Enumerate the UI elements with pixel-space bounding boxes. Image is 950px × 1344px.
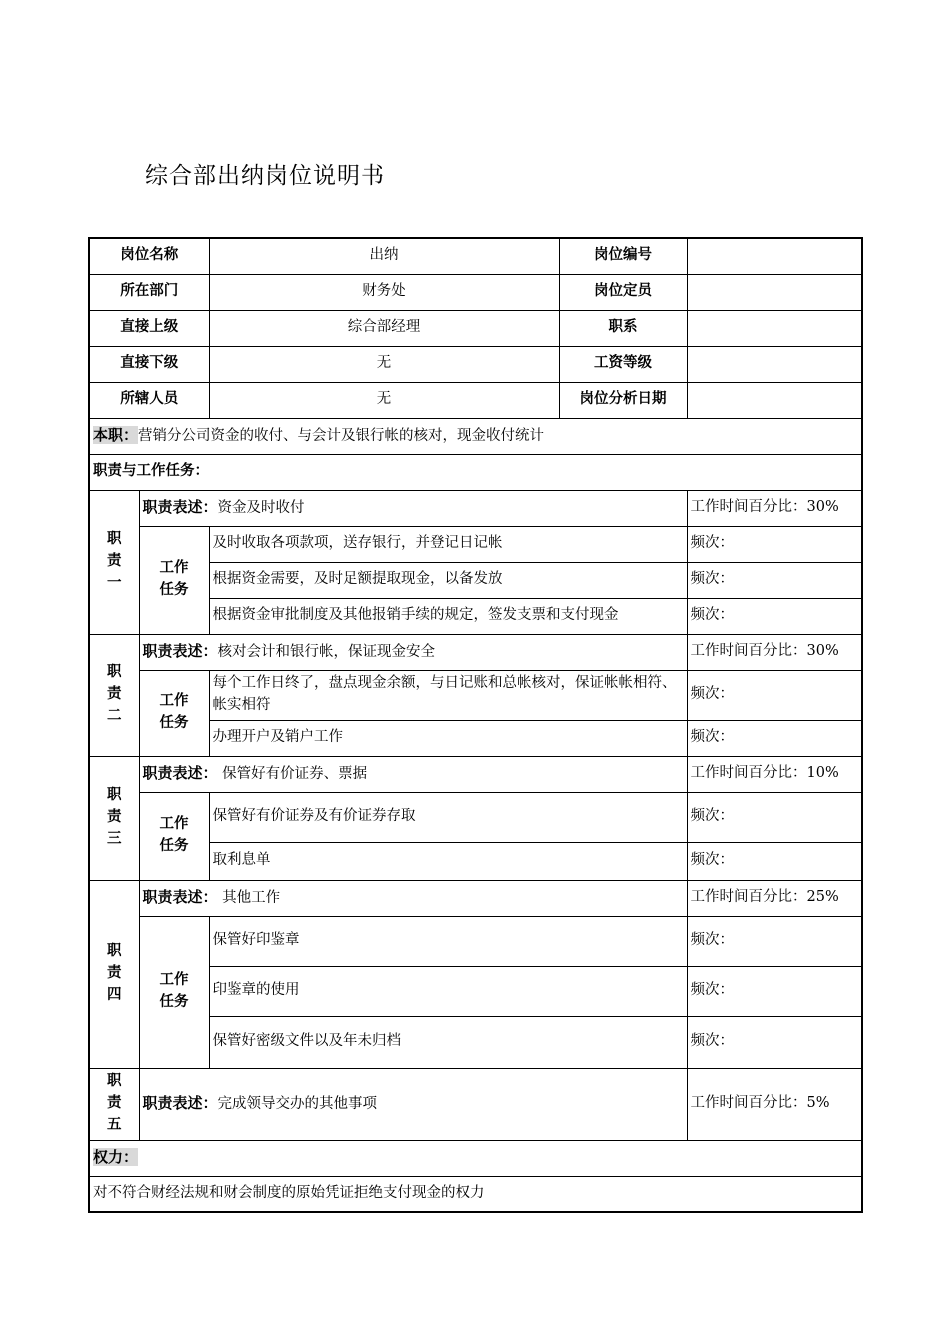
time-percentage: 工作时间百分比：25% bbox=[687, 880, 862, 916]
value-cell bbox=[687, 346, 862, 382]
duty-name-char: 职 bbox=[107, 664, 122, 681]
info-row bbox=[89, 238, 862, 274]
summary-text: 营销分公司资金的收付、与会计及银行帐的核对，现金收付统计 bbox=[138, 428, 545, 445]
duty-description bbox=[139, 1068, 687, 1140]
duty-name-char: 二 bbox=[107, 707, 122, 724]
duty-desc-row bbox=[89, 634, 862, 670]
task-label bbox=[139, 670, 209, 756]
label-cell: 所在部门 bbox=[89, 274, 209, 310]
duty-name bbox=[89, 756, 139, 880]
duty-name bbox=[89, 1068, 139, 1140]
value-cell: 财务处 bbox=[209, 274, 559, 310]
desc-text: 完成领导交办的其他事项 bbox=[217, 1096, 378, 1113]
task-text: 根据资金需要，及时足额提取现金，以备发放 bbox=[209, 562, 687, 598]
task-row bbox=[89, 526, 862, 562]
task-frequency: 频次： bbox=[687, 916, 862, 966]
duty-name-char: 职 bbox=[107, 1073, 122, 1090]
task-label-line: 工作 bbox=[159, 560, 189, 577]
task-text: 根据资金审批制度及其他报销手续的规定，签发支票和支付现金 bbox=[209, 598, 687, 634]
duties-header: 职责与工作任务： bbox=[89, 454, 862, 490]
duty-name bbox=[89, 490, 139, 634]
task-frequency: 频次： bbox=[687, 720, 862, 756]
value-cell bbox=[687, 274, 862, 310]
task-text: 办理开户及销户工作 bbox=[209, 720, 687, 756]
task-text: 保管好印鉴章 bbox=[209, 916, 687, 966]
duty-description bbox=[139, 756, 687, 792]
summary-label: 本职： bbox=[93, 426, 139, 445]
summary-row bbox=[89, 418, 862, 454]
duty-name bbox=[89, 880, 139, 1068]
task-label-line: 任务 bbox=[159, 838, 189, 854]
desc-text: 其他工作 bbox=[217, 890, 281, 907]
duty-description bbox=[139, 880, 687, 916]
duty-name-char: 职 bbox=[107, 787, 122, 804]
duties-section bbox=[89, 490, 862, 1140]
duty-name-char: 一 bbox=[107, 574, 122, 591]
authority-header bbox=[89, 1140, 862, 1176]
task-frequency: 频次： bbox=[687, 670, 862, 720]
task-row bbox=[89, 792, 862, 842]
task-label bbox=[139, 792, 209, 880]
value-cell bbox=[687, 238, 862, 274]
duty-desc-row bbox=[89, 1068, 862, 1140]
label-cell: 所辖人员 bbox=[89, 382, 209, 418]
time-percentage: 工作时间百分比：30% bbox=[687, 490, 862, 526]
value-cell: 出纳 bbox=[209, 238, 559, 274]
task-label-line: 任务 bbox=[159, 582, 189, 598]
time-percentage: 工作时间百分比：30% bbox=[687, 634, 862, 670]
value-cell: 综合部经理 bbox=[209, 310, 559, 346]
time-percentage: 工作时间百分比：5% bbox=[687, 1068, 862, 1140]
task-frequency: 频次： bbox=[687, 1016, 862, 1068]
task-frequency: 频次： bbox=[687, 966, 862, 1016]
task-text: 每个工作日终了，盘点现金余额，与日记账和总帐核对，保证帐帐相符、帐实相符 bbox=[209, 670, 687, 720]
desc-text: 保管好有价证券、票据 bbox=[217, 766, 368, 783]
value-cell bbox=[687, 382, 862, 418]
time-percentage: 工作时间百分比：10% bbox=[687, 756, 862, 792]
desc-label: 职责表述： bbox=[142, 1094, 218, 1113]
task-label-line: 任务 bbox=[159, 994, 189, 1010]
duty-name-char: 职 bbox=[107, 531, 122, 548]
duties-header-row bbox=[89, 454, 862, 490]
info-row bbox=[89, 274, 862, 310]
authority-header-row bbox=[89, 1140, 862, 1176]
duty-name-char: 责 bbox=[107, 809, 122, 826]
desc-text: 核对会计和银行帐，保证现金安全 bbox=[217, 644, 436, 661]
task-frequency: 频次： bbox=[687, 842, 862, 880]
task-text: 及时收取各项款项，送存银行，并登记日记帐 bbox=[209, 526, 687, 562]
task-frequency: 频次： bbox=[687, 562, 862, 598]
desc-label: 职责表述： bbox=[142, 642, 218, 661]
authority-label: 权力： bbox=[93, 1148, 139, 1167]
desc-label: 职责表述： bbox=[142, 764, 218, 783]
duty-name-char: 职 bbox=[107, 943, 122, 960]
task-frequency: 频次： bbox=[687, 526, 862, 562]
job-description-table bbox=[88, 237, 863, 1213]
value-cell: 无 bbox=[209, 382, 559, 418]
task-frequency: 频次： bbox=[687, 792, 862, 842]
page-title: 综合部出纳岗位说明书 bbox=[145, 163, 385, 189]
desc-label: 职责表述： bbox=[142, 888, 218, 907]
task-row bbox=[89, 670, 862, 720]
label-cell: 直接上级 bbox=[89, 310, 209, 346]
value-cell bbox=[687, 310, 862, 346]
duty-desc-row bbox=[89, 756, 862, 792]
label-cell: 岗位名称 bbox=[89, 238, 209, 274]
task-label-line: 工作 bbox=[159, 816, 189, 833]
authority-row bbox=[89, 1176, 862, 1212]
task-label-line: 任务 bbox=[159, 715, 189, 731]
task-text: 保管好密级文件以及年未归档 bbox=[209, 1016, 687, 1068]
task-label-line: 工作 bbox=[159, 693, 189, 710]
duty-name-char: 五 bbox=[107, 1116, 122, 1133]
label-cell: 岗位分析日期 bbox=[559, 382, 687, 418]
task-label bbox=[139, 916, 209, 1068]
info-row bbox=[89, 310, 862, 346]
value-cell: 无 bbox=[209, 346, 559, 382]
task-row bbox=[89, 916, 862, 966]
duty-name-char: 责 bbox=[107, 553, 122, 570]
task-text: 印鉴章的使用 bbox=[209, 966, 687, 1016]
desc-text: 资金及时收付 bbox=[217, 500, 305, 517]
duty-name-char: 责 bbox=[107, 686, 122, 703]
duty-name-char: 三 bbox=[107, 830, 122, 847]
task-frequency: 频次： bbox=[687, 598, 862, 634]
duty-name-char: 四 bbox=[107, 986, 122, 1003]
info-row bbox=[89, 382, 862, 418]
duty-desc-row bbox=[89, 880, 862, 916]
duty-desc-row bbox=[89, 490, 862, 526]
task-text: 保管好有价证券及有价证券存取 bbox=[209, 792, 687, 842]
label-cell: 岗位定员 bbox=[559, 274, 687, 310]
duty-description bbox=[139, 490, 687, 526]
task-label bbox=[139, 526, 209, 634]
desc-label: 职责表述： bbox=[142, 498, 218, 517]
info-row bbox=[89, 346, 862, 382]
task-text: 取利息单 bbox=[209, 842, 687, 880]
label-cell: 职系 bbox=[559, 310, 687, 346]
summary-cell bbox=[89, 418, 862, 454]
label-cell: 岗位编号 bbox=[559, 238, 687, 274]
duty-name-char: 责 bbox=[107, 965, 122, 982]
authority-text: 对不符合财经法规和财会制度的原始凭证拒绝支付现金的权力 bbox=[89, 1176, 862, 1212]
label-cell: 直接下级 bbox=[89, 346, 209, 382]
duty-name bbox=[89, 634, 139, 756]
duty-description bbox=[139, 634, 687, 670]
duty-name-char: 责 bbox=[107, 1095, 122, 1112]
label-cell: 工资等级 bbox=[559, 346, 687, 382]
task-label-line: 工作 bbox=[159, 972, 189, 989]
